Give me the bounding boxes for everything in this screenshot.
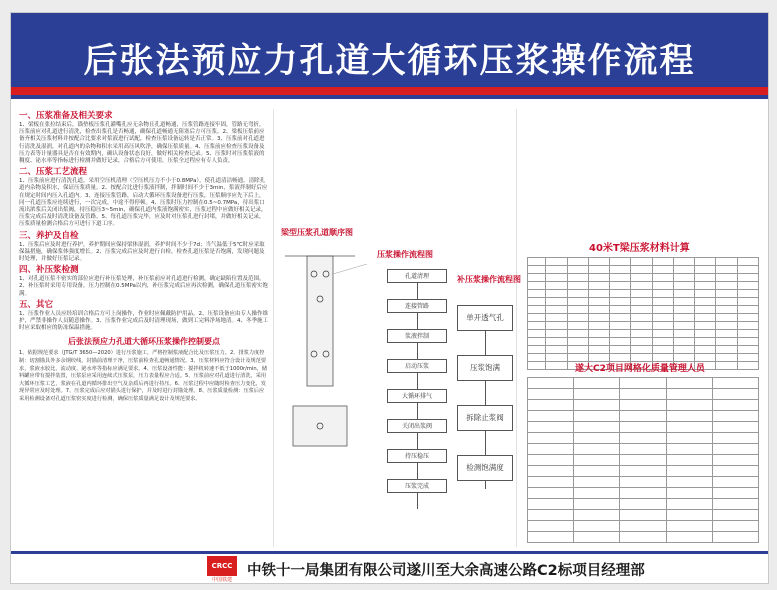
- sequence-diagram-title: 梁型压浆孔道顺序图: [281, 228, 353, 237]
- flow-step: 关闭出浆阀: [387, 419, 447, 433]
- flow-chart-title: 压浆操作流程图: [377, 250, 433, 259]
- left-column: [19, 109, 269, 549]
- section-title: 三、养护及自检: [19, 230, 79, 241]
- column-divider: [273, 109, 274, 547]
- material-table-title: 40米T梁压浆材料计算: [589, 243, 690, 254]
- refill-chart-title: 补压浆操作流程图: [457, 275, 521, 284]
- control-points-text: 1、依据规范要求（JTG/T 3650—2020）进行压浆施工，严格控制浆液配合比及压浆压力。2、排浆力度控制：切割锚具外多余钢绞线，封锚前清理干净，压浆前检查孔道畅通情况。3、压浆材料应符合设计及规范要求，浆液水胶比、流动度、泌水率等指标应满足要求。4、压浆设备性能：搅拌机转速不低于1000r/min，储料罐应带有搅拌装置，压浆泵应采用连续式压浆泵，压力表量程应合适。5、压浆前应对孔道进行清洗，采用大循环压浆工艺，浆液在孔道内循环排出空气及杂质后再进行持压。6、压浆过程中应随时检查压力变化，发现异常应及时处理。7、压浆完成后应对锚头进行保护，并及时进行封锚处理。8、压浆质量检测：压浆后应采用检测设备对孔道压浆密实度进行检测，确保压浆质量满足设计及规范要求。: [19, 350, 268, 403]
- title-bar: [11, 13, 768, 99]
- title-red-stripe: [11, 87, 768, 95]
- flow-step: 浆液拌制: [387, 329, 447, 343]
- section-title: 四、补压浆检测: [19, 265, 79, 276]
- notice-board: [10, 12, 769, 584]
- refill-step: 压浆饱满: [457, 355, 513, 381]
- section-text: 1、压浆前应进行清洗孔道，采用空压机清理（空压机压力不小于0.8MPa），使孔道清洁畅通，清除孔道内杂物及积水，保证压浆质量。2、按配合比进行浆液拌制，拌制时间不少于3min，浆液拌制好后应在规定时间内压入孔道内。3、连接压浆管路，启动大循环压浆设备进行压浆，压浆顺序应先下后上，同一孔道压浆应连续进行，一次完成，中途不得停顿。4、压浆时压力控制在0.5~0.7MPa，待出浆口流出浓浆后关闭出浆阀，持压稳压3~5min，确保孔道内浆液饱满密实，压浆过程中应做好相关记录，压浆完成后及时清洗设备及管路。5、每孔道压浆完毕，应及时对压浆孔进行封堵，并做好相关记录，压浆质量检测合格后方可进行下道工序。: [19, 178, 268, 228]
- flow-step: 孔道清理: [387, 269, 447, 283]
- section-title: 一、压浆准备及相关要求: [19, 111, 113, 121]
- section-text: 1、对孔道压浆不密实的部位应进行补压浆处理，补压浆前应对孔道进行检测，确定缺陷位置及范围。2、补压浆时采用专用设备，压力控制在0.5MPa以内，补压浆完成后应再次检测，确保孔道压浆密实饱满。: [19, 276, 268, 297]
- section-text: 1、压浆后应及时进行养护，养护期间应保持梁体湿润，养护时间不少于7d；当气温低于5℃时应采取保温措施，确保浆体强度增长。2、压浆完成后应及时进行自检，检查孔道压浆是否饱满，发现问题及时处理，并做好压浆记录。: [19, 241, 265, 263]
- flow-step: 持压稳压: [387, 449, 447, 463]
- page-title: 后张法预应力孔道大循环压浆操作流程: [83, 41, 696, 81]
- crcc-logo: CRCC: [207, 556, 237, 576]
- section-text: 1、梁板在张拉结束后，锚垫板压浆孔灌嘴孔应无杂物且孔道畅通，压浆管路连接牢固，管路无弯折，压浆前应对孔道进行清洗，检查出浆孔是否畅通，确保孔道畅通无阻塞后方可压浆。2、梁板压浆前应备齐相关压浆材料并按配合比要求对浆液进行试配，检查压浆设备运转是否正常。3、压浆前对孔道进行清洗及湿润，对孔道内的杂物和积水采用高压风吹净，确保压浆质量。4、压浆前应检查压浆设备及压力表等计量器具是否在有效期内，确认设备状态良好，做好相关检查记录。5、压浆时对压浆浆液的稠度、泌水率等指标进行检测并做好记录，合格后方可使用，压浆全过程应有专人负责。: [19, 122, 265, 165]
- leader-line: [333, 264, 367, 274]
- section-title: 五、其它: [19, 299, 54, 310]
- middle-column: [277, 109, 521, 549]
- flow-step: 大循环排气: [387, 389, 447, 403]
- section-title: 二、压浆工艺流程: [19, 167, 88, 178]
- right-column: [519, 109, 765, 549]
- refill-step: 拆除止浆阀: [457, 405, 513, 431]
- personnel-table-title: 遂大C2项目网格化质量管理人员: [575, 364, 705, 374]
- column-divider: [516, 109, 517, 547]
- section-text: 1、压浆作业人员应经培训合格后方可上岗操作，作业时应佩戴防护用品。2、压浆设备应由专人操作维护，严禁非操作人员随意操作。3、压浆作业完成后及时清理现场，做到工完料净场地清。4、冬季施工时应采取相应的防冻保温措施。: [19, 310, 269, 332]
- beam-section: [293, 406, 347, 446]
- material-table: [527, 257, 759, 370]
- refill-step: 检测饱满度: [457, 455, 513, 481]
- control-points-title: 后张法预应力孔道大循环压浆操作控制要点: [68, 337, 220, 347]
- logo-caption: 中国铁建: [211, 577, 232, 583]
- flow-step: 连接管路: [387, 299, 447, 313]
- footer-company: 中铁十一局集团有限公司遂川至大余高速公路C2标项目经理部: [247, 563, 645, 579]
- beam-section: [307, 256, 333, 386]
- footer-rule: [11, 551, 768, 554]
- refill-step: 单开透气孔: [457, 305, 513, 331]
- flow-step: 压浆完成: [387, 479, 447, 493]
- tendon-sequence-diagram: [279, 244, 371, 474]
- personnel-table: [527, 377, 759, 543]
- flow-step: 启动压浆: [387, 359, 447, 373]
